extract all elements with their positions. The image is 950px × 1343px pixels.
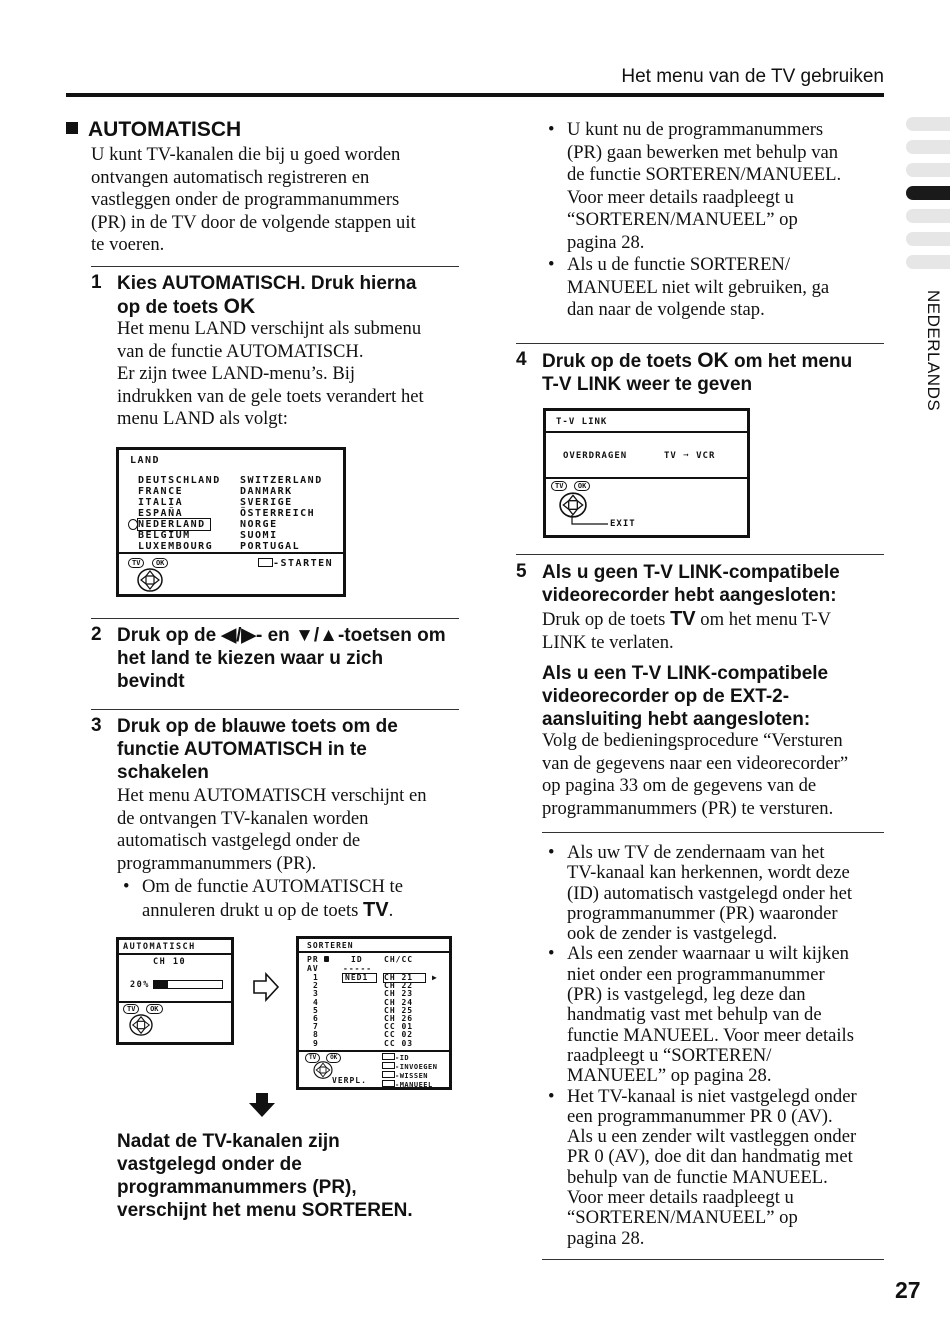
selection-cursor-icon	[128, 519, 138, 530]
side-tab	[906, 163, 950, 177]
progress-bar-fill	[154, 981, 168, 988]
play-arrow-icon: ▶	[432, 973, 438, 982]
tvlink-menu-screen	[543, 408, 750, 538]
menu-divider	[299, 951, 449, 953]
divider	[542, 1259, 884, 1260]
color-key-icon	[382, 1071, 395, 1078]
source-tv-label: TV	[664, 451, 677, 461]
start-label: -STARTEN	[273, 558, 334, 569]
tv-key-icon: TV	[363, 898, 389, 921]
section-heading: AUTOMATISCH	[66, 118, 241, 142]
table-row: 1 NED1 CH 21 ▶	[313, 973, 438, 982]
menu-divider	[119, 552, 343, 554]
table-row: 9 CC 03	[313, 1038, 414, 1048]
column-header-pr: PR	[307, 955, 319, 964]
step-bullet: • Om de functie AUTOMATISCH te annuleren drukt u op de toets TV.	[117, 876, 467, 922]
ok-button-icon: OK	[326, 1053, 341, 1063]
color-key-legend: -ID -INVOEGEN -WISSEN -MANUEEL	[382, 1053, 437, 1089]
list-item: • U kunt nu de programmanummers (PR) gaan bewerken met behulp van de functie SORTEREN/MANUEEL. Voor meer details raadpleegt u “SORTEREN/MANUEEL” op pagina 28.	[542, 119, 887, 254]
divider	[91, 618, 459, 619]
list-item: • Het TV-kanaal is niet vastgelegd onder een programmanummer PR 0 (AV). Als u een zender wilt vastleggen onder PR 0 (AV), doe dit dan handmatig met behulp van de functie MANUEEL. Voor meer details raadpleegt u “SORTEREN/MANUEEL” op pagina 28.	[542, 1087, 887, 1249]
side-tab	[906, 117, 950, 131]
side-tab	[906, 255, 950, 269]
exit-label: EXIT	[610, 519, 636, 529]
dpad-icon	[137, 568, 163, 592]
ok-button-icon: OK	[146, 1004, 162, 1014]
step-number: 3	[91, 715, 102, 736]
side-language-label: NEDERLANDS	[924, 290, 943, 412]
intro-paragraph: U kunt TV-kanalen die bij u goed worden ontvangen automatisch registreren en vastleggen onder de programmanummers (PR) in de TV door de volgende stappen uit te voeren.	[91, 144, 416, 255]
step-title: Druk op de toets OK om het menu T-V LINK weer te geven	[542, 349, 853, 395]
menu-title: LAND	[130, 455, 161, 466]
table-row: 7 CC 01	[313, 1022, 414, 1032]
sub-body: Volg de bedieningsprocedure “Versturen van de gegevens naar een videorecorder” op pagina 33 om de gegevens van de programmanummers (PR) te versturen.	[542, 730, 849, 819]
arrow-right-icon: ➞	[683, 451, 690, 461]
tv-key-icon: TV	[670, 608, 696, 630]
side-tab	[906, 209, 950, 223]
menu-divider	[119, 1001, 231, 1003]
dpad-icon	[313, 1061, 333, 1079]
color-key-icon	[258, 558, 273, 567]
table-row: 8 CC 02	[313, 1030, 414, 1040]
country-list-col2: SWITZERLAND DANMARK SVERIGE ÖSTERREICH NORGE SUOMI PORTUGAL	[240, 475, 323, 552]
menu-divider	[546, 431, 747, 433]
step-number: 4	[516, 349, 527, 370]
channel-label: CH 10	[153, 957, 187, 967]
color-key-icon	[382, 1062, 395, 1069]
step-title: Druk op de blauwe toets om de functie AUTOMATISCH in te schakelen	[117, 716, 398, 783]
step-body: Het menu LAND verschijnt als submenu van de functie AUTOMATISCH. Er zijn twee LAND-menu’s. Bij indrukken van de gele toets verandert het menu LAND als volgt:	[117, 318, 424, 429]
av-id-placeholder: -----	[343, 964, 373, 973]
country-list-col1: DEUTSCHLAND FRANCE ITALIA ESPAÑA NEDERLAND BELGIUM LUXEMBOURG	[138, 475, 221, 552]
color-key-icon	[382, 1080, 395, 1087]
side-tab	[906, 232, 950, 246]
divider	[516, 554, 884, 555]
tv-button-icon: TV	[128, 558, 144, 568]
ok-key-icon: OK	[223, 295, 256, 318]
ok-key-icon: OK	[697, 349, 729, 372]
closing-text: Nadat de TV-kanalen zijn vastgelegd onder de programmanummers (PR), verschijnt het menu SORTEREN.	[117, 1131, 413, 1221]
list-item: • Als u de functie SORTEREN/ MANUEEL niet wilt gebruiken, ga dan naar de volgende stap.	[542, 254, 887, 322]
target-vcr-label: VCR	[696, 451, 716, 461]
table-row: 3 CH 23	[313, 989, 414, 999]
automatisch-menu-screen	[116, 937, 234, 1045]
page-number: 27	[895, 1277, 921, 1303]
divider	[516, 343, 884, 344]
table-row: 5 CH 25	[313, 1005, 414, 1015]
table-row: 2 CH 22	[313, 981, 414, 991]
arrow-right-icon	[252, 972, 280, 1002]
menu-title: AUTOMATISCH	[123, 942, 196, 952]
column-header-id: ID	[351, 955, 363, 964]
dpad-icon	[129, 1014, 153, 1036]
arrow-down-icon	[248, 1092, 276, 1118]
progress-bar	[153, 980, 223, 989]
tv-button-icon: TV	[551, 481, 567, 491]
side-tab-strip	[906, 117, 950, 277]
ok-button-icon: OK	[152, 558, 168, 568]
lock-icon	[324, 956, 329, 962]
tv-button-icon: TV	[123, 1004, 139, 1014]
step-number: 5	[516, 561, 527, 582]
divider	[91, 266, 459, 267]
right-top-bullets	[542, 119, 887, 322]
sub-heading: Als u een T-V LINK-compatibele videorecorder op de EXT-2- aansluiting hebt aangesloten:	[542, 663, 829, 730]
step-number: 1	[91, 272, 102, 293]
divider	[91, 709, 459, 710]
menu-title: T-V LINK	[556, 417, 608, 427]
bracket-line-icon	[570, 515, 610, 527]
divider	[542, 832, 884, 833]
channel-rows	[313, 974, 443, 1048]
progress-percent: 20%	[130, 980, 150, 990]
av-row-label: AV	[307, 964, 319, 973]
step-title: Kies AUTOMATISCH. Druk hierna op de toets OK	[117, 273, 417, 318]
step-number: 2	[91, 624, 102, 645]
step-body: Druk op de toets TV om het menu T-V LINK te verlaten.	[542, 608, 831, 653]
step-title: Druk op de ◀/▶- en ▼/▲-toetsen om het land te kiezen waar u zich bevindt	[117, 625, 446, 692]
tv-button-icon: TV	[305, 1053, 320, 1063]
transfer-label: OVERDRAGEN	[563, 451, 628, 461]
country-selected: NEDERLAND	[138, 519, 210, 530]
step-title: Als u geen T-V LINK-compatibele videorecorder hebt aangesloten:	[542, 562, 840, 606]
color-key-icon	[382, 1053, 395, 1060]
menu-divider	[546, 477, 747, 479]
land-menu-screen	[116, 447, 346, 597]
page-header-title: Het menu van de TV gebruiken	[621, 66, 884, 87]
move-label: VERPL.	[332, 1076, 367, 1085]
square-bullet-icon	[66, 122, 78, 134]
menu-divider	[119, 953, 231, 955]
column-header-ch: CH/CC	[384, 955, 414, 964]
side-tab-active	[906, 186, 950, 200]
step-body: Het menu AUTOMATISCH verschijnt en de ontvangen TV-kanalen worden automatisch vastgelegd onder de programmanummers (PR).	[117, 785, 427, 874]
table-row: 4 CH 24	[313, 997, 414, 1007]
menu-title: SORTEREN	[307, 941, 354, 950]
notes-list	[542, 843, 887, 1249]
sorteren-menu-screen	[296, 936, 452, 1090]
ok-button-icon: OK	[574, 481, 590, 491]
header-rule	[66, 93, 884, 97]
list-item: • Als een zender waarnaar u wilt kijken niet onder een programmanummer (PR) is vastgelegd, leg deze dan handmatig vast met behulp van de functie MANUEEL. Voor meer details raadpleegt u “SORTEREN/ MANUEEL” op pagina 28.	[542, 944, 887, 1086]
list-item: • Als uw TV de zendernaam van het TV-kanaal kan herkennen, wordt deze (ID) automatisch vastgelegd onder het programmanummer (PR) waaronder ook de zender is vastgelegd.	[542, 843, 887, 944]
table-row: 6 CH 26	[313, 1013, 414, 1023]
side-tab	[906, 140, 950, 154]
